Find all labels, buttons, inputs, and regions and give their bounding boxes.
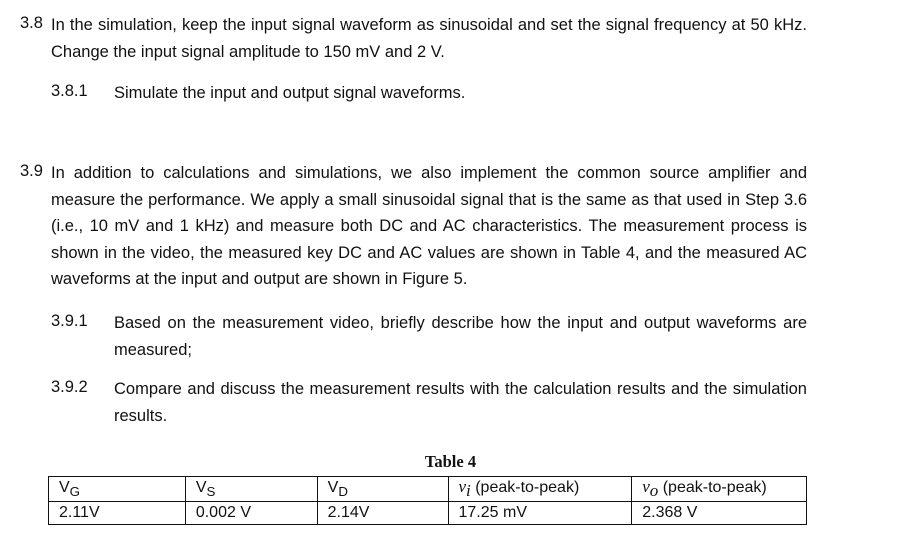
- cell-vo: 2.368 V: [632, 502, 807, 525]
- cell-vd: 2.14V: [317, 502, 448, 525]
- section-3-8-text: In the simulation, keep the input signal waveform as sinusoidal and set the signal frequency at 50 kHz. Change the input signal amplitude to 150 mV and 2 V.: [51, 16, 807, 61]
- subsection-3-9-2-text: Compare and discuss the measurement results with the calculation results and the simulation results.: [114, 380, 807, 425]
- section-3-9-text: In addition to calculations and simulations, we also implement the common source amplifier and measure the performance. We apply a small sinusoidal signal that is the same as that used in Step 3.6 (i.e., 10 mV and 1 kHz) and measure both DC and AC characteristics. The measurement process is shown in the video, the measured key DC and AC values are shown in Table 4, and the measured AC waveforms at the input and output are shown in Figure 5.: [51, 164, 807, 288]
- subsection-3-8-1-text: Simulate the input and output signal waveforms.: [114, 84, 466, 102]
- table-header-row: [49, 477, 807, 502]
- subsection-number-3-9-1: 3.9.1: [51, 312, 88, 330]
- table-caption: Table 4: [424, 452, 477, 471]
- header-vd: $V_D$: [317, 477, 448, 502]
- header-vo-peak-to-peak: $v_o$ (peak-to-peak): [632, 477, 807, 502]
- measurement-table: [48, 476, 807, 525]
- subsection-number-3-9-2: 3.9.2: [51, 378, 88, 396]
- header-vs: $V_S$: [185, 477, 317, 502]
- table-row: [49, 502, 807, 525]
- header-vi-peak-to-peak: $v_i$ (peak-to-peak): [448, 477, 632, 502]
- header-vg: $V_G$: [49, 477, 186, 502]
- cell-vs: 0.002 V: [185, 502, 317, 525]
- section-number-3-8: 3.8: [20, 14, 43, 32]
- cell-vi: 17.25 mV: [448, 502, 632, 525]
- section-number-3-9: 3.9: [20, 162, 43, 180]
- subsection-3-9-1-text: Based on the measurement video, briefly describe how the input and output waveforms are measured;: [114, 314, 807, 359]
- cell-vg: 2.11V: [49, 502, 186, 525]
- subsection-number-3-8-1: 3.8.1: [51, 82, 88, 100]
